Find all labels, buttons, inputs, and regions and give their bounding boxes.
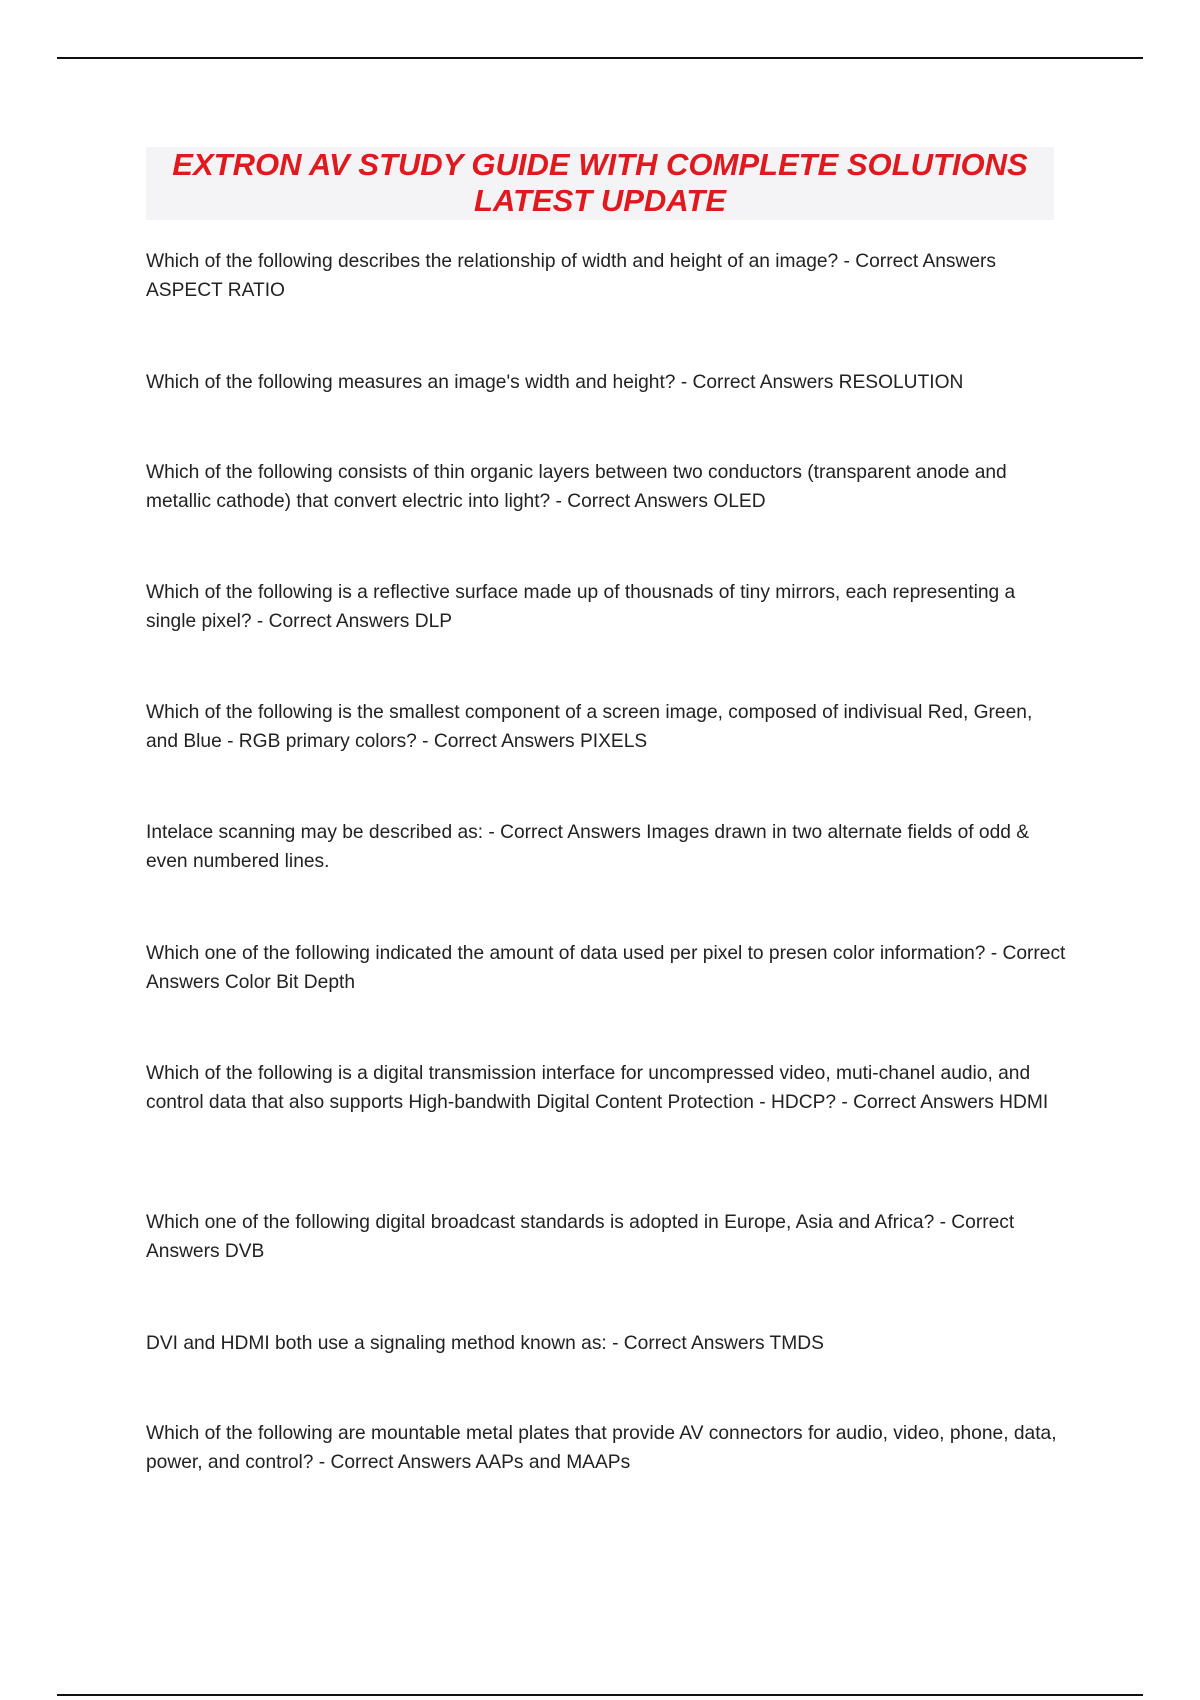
top-rule [57, 57, 1143, 59]
qa-item-8: Which of the following is a digital transmission interface for uncompressed video, muti-chanel audio, and control data that also supports High-bandwith Digital Content Protection - HDCP? - Correct Answers HDMI [146, 1063, 1049, 1113]
qa-item-5: Which of the following is the smallest component of a screen image, composed of indivisual Red, Green, and Blue - RGB primary colors? - Correct Answers PIXELS [146, 702, 1033, 752]
title-line-2: LATEST UPDATE [473, 183, 726, 218]
bottom-rule [57, 1694, 1143, 1696]
qa-item-2: Which of the following measures an image's width and height? - Correct Answers RESOLUTION [146, 372, 964, 393]
qa-item-4: Which of the following is a reflective surface made up of thousnads of tiny mirrors, each representing a single pixel? - Correct Answers DLP [146, 582, 1016, 632]
qa-item-11: Which of the following are mountable metal plates that provide AV connectors for audio, video, phone, data, power, and control? - Correct Answers AAPs and MAAPs [146, 1423, 1057, 1473]
qa-item-10: DVI and HDMI both use a signaling method known as: - Correct Answers TMDS [146, 1333, 824, 1354]
document-title [146, 147, 1054, 220]
title-line-1: EXTRON AV STUDY GUIDE WITH COMPLETE SOLUTIONS [172, 147, 1028, 182]
qa-item-7: Which one of the following indicated the amount of data used per pixel to presen color information? - Correct Answers Color Bit Depth [146, 943, 1066, 993]
qa-item-9: Which one of the following digital broadcast standards is adopted in Europe, Asia and Africa? - Correct Answers DVB [146, 1212, 1015, 1262]
qa-item-1: Which of the following describes the relationship of width and height of an image? - Correct Answers ASPECT RATIO [146, 251, 997, 301]
qa-item-6: Intelace scanning may be described as: - Correct Answers Images drawn in two alternate fields of odd & even numbered lines. [146, 822, 1030, 872]
qa-item-3: Which of the following consists of thin organic layers between two conductors (transparent anode and metallic cathode) that convert electric into light? - Correct Answers OLED [146, 462, 1007, 512]
